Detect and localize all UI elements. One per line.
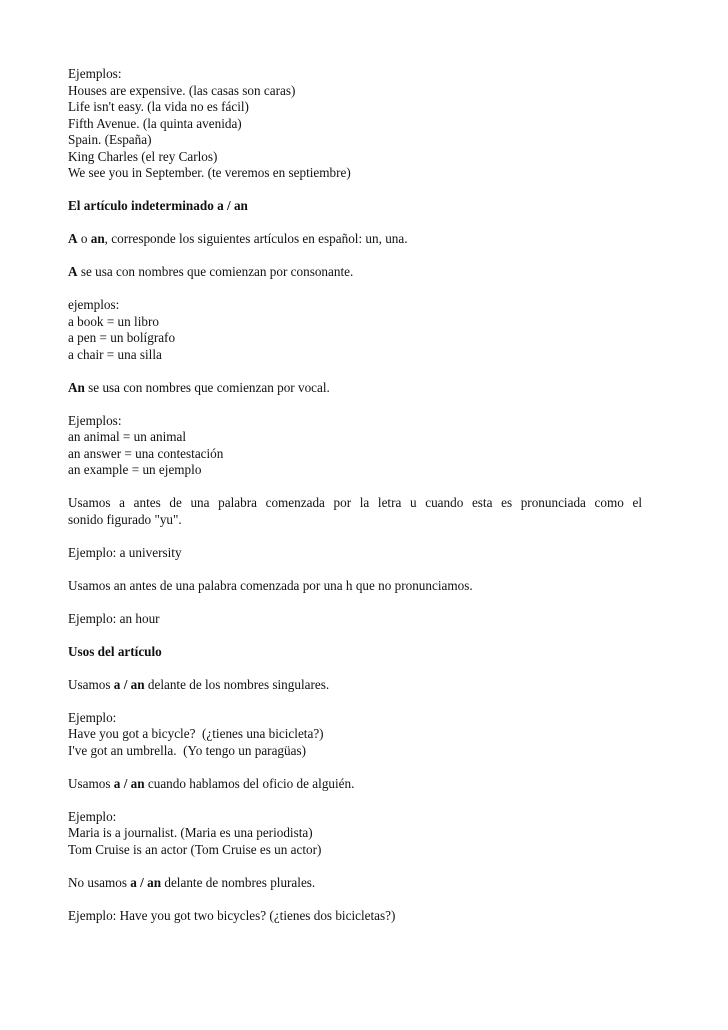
paragraph-line <box>68 264 642 281</box>
bold-term: A <box>68 264 78 279</box>
example-line: an example = un ejemplo <box>68 462 202 477</box>
paragraph-line: Usamos an antes de una palabra comenzada por una h que no pronunciamos. <box>68 577 473 593</box>
example-line: an answer = una contestación <box>68 445 224 461</box>
examples-heading: ejemplos: <box>68 297 120 312</box>
example-hour <box>68 611 642 628</box>
paragraph-line: sonido figurado "yu". <box>68 511 182 527</box>
paragraph-a-o-an <box>68 231 642 248</box>
bold-term: a / an <box>130 874 162 890</box>
example-line: Tom Cruise is an actor (Tom Cruise es un actor) <box>68 841 322 857</box>
example-plural <box>68 908 642 925</box>
example-line: Ejemplo: an hour <box>68 610 160 626</box>
paragraph-oficio <box>68 776 642 793</box>
paragraph-u-yu <box>68 495 642 528</box>
paragraph-plural <box>68 875 642 892</box>
example-line: Life isn't easy. (la vida no es fácil) <box>68 99 249 114</box>
text-segment: o <box>77 231 91 246</box>
section-title: Usos del artículo <box>68 643 162 659</box>
section-heading-indefinite-article <box>68 198 642 215</box>
paragraph-line <box>68 677 642 694</box>
examples-heading: Ejemplo: <box>68 709 117 725</box>
example-line: I've got an umbrella. (Yo tengo un paragüas) <box>68 742 306 758</box>
examples-block-4 <box>68 710 642 760</box>
text-segment: delante de los nombres singulares. <box>144 676 330 692</box>
text-segment: se usa con nombres que comienzan por vocal. <box>84 379 330 395</box>
examples-block-5 <box>68 809 642 859</box>
section-heading-usos <box>68 644 642 661</box>
example-line: King Charles (el rey Carlos) <box>68 148 218 164</box>
bold-term: a / an <box>113 775 145 791</box>
examples-heading: Ejemplo: <box>68 808 117 824</box>
example-line: an animal = un animal <box>68 429 187 444</box>
text-segment: se usa con nombres que comienzan por consonante. <box>77 264 354 279</box>
examples-heading: Ejemplos: <box>68 66 122 81</box>
bold-term: An <box>68 379 85 395</box>
bold-term: an <box>90 231 105 246</box>
paragraph-line <box>68 231 642 248</box>
examples-block-1 <box>68 66 642 182</box>
paragraph-line <box>68 380 642 397</box>
text-segment: , corresponde los siguientes artículos en español: un, una. <box>104 231 408 246</box>
example-line: Ejemplo: Have you got two bicycles? (¿tienes dos bicicletas?) <box>68 907 396 923</box>
paragraph-h <box>68 578 642 595</box>
text-segment: cuando hablamos del oficio de alguién. <box>144 775 355 791</box>
bold-term: a / an <box>113 676 145 692</box>
paragraph-a-consonant <box>68 264 642 281</box>
paragraph-line <box>68 776 642 793</box>
paragraph-singular <box>68 677 642 694</box>
example-line: Fifth Avenue. (la quinta avenida) <box>68 115 242 131</box>
paragraph-line: Usamos a antes de una palabra comenzada por la letra u cuando esta es pronunciada como el <box>68 495 642 510</box>
example-line: Ejemplo: a university <box>68 544 182 560</box>
examples-block-2 <box>68 297 642 363</box>
example-line: Have you got a bicycle? (¿tienes una bicicleta?) <box>68 726 324 741</box>
example-line: Spain. (España) <box>68 132 152 147</box>
bold-term: A <box>68 231 78 246</box>
section-title: El artículo indeterminado a / an <box>68 198 248 213</box>
example-line: Maria is a journalist. (Maria es una periodista) <box>68 825 313 840</box>
examples-block-3 <box>68 413 642 479</box>
example-line: a book = un libro <box>68 313 159 329</box>
example-line: a chair = una silla <box>68 346 162 362</box>
text-segment: delante de nombres plurales. <box>161 874 316 890</box>
text-segment: Usamos <box>68 775 114 791</box>
paragraph-an-vowel <box>68 380 642 397</box>
text-segment: Usamos <box>68 676 114 692</box>
example-line: Houses are expensive. (las casas son caras) <box>68 82 296 98</box>
example-line: We see you in September. (te veremos en septiembre) <box>68 165 351 180</box>
text-segment: No usamos <box>68 874 131 890</box>
example-line: a pen = un bolígrafo <box>68 330 176 345</box>
example-university <box>68 545 642 562</box>
paragraph-line <box>68 875 642 892</box>
examples-heading: Ejemplos: <box>68 412 122 428</box>
document-page <box>68 66 642 941</box>
